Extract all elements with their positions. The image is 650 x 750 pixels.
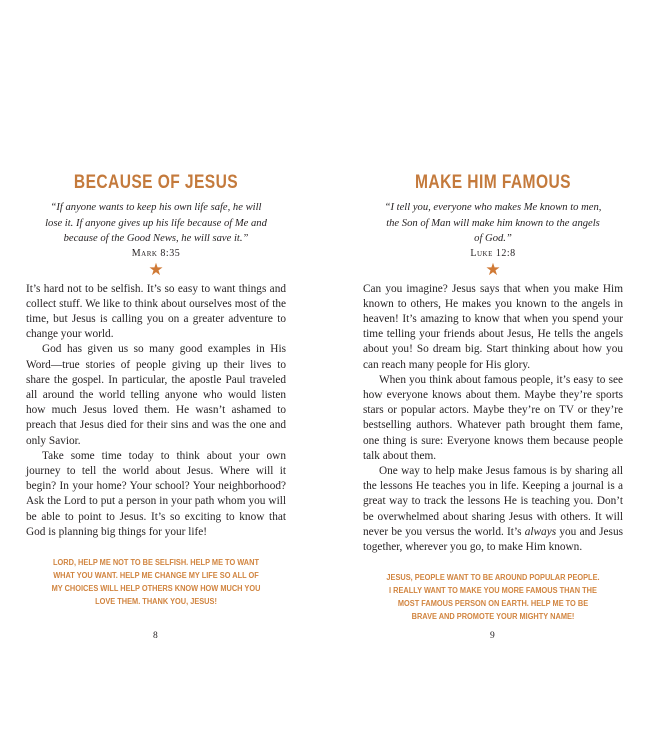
right-page [363,170,623,623]
scripture-quote: “I tell you, everyone who makes Me known to men, the Son of Man will make him known to the angels of God.” [384,202,602,244]
prayer: LORD, HELP ME NOT TO BE SELFISH. HELP ME TO WANT WHAT YOU WANT. HELP ME CHANGE MY LIFE SO ALL OF MY CHOICES WILL HELP OTHERS KNOW HOW MUCH YOU LOVE THEM. THANK YOU, JESUS! [51,556,261,606]
devotion-body [26,282,286,540]
devotion-title: BECAUSE OF JESUS [73,172,239,193]
scripture-quote: “If anyone wants to keep his own life safe, he will lose it. If anyone gives up his life because of Me and because of the Good News, he will save it.” [45,202,267,244]
paragraph: Take some time today to think about your own journey to tell the world about Jesus. Where will it begin? In your home? Your school? Your neighborhood? Ask the Lord to put a person in your path whom you will be able to point to Jesus. It’s so exciting to know that God is planning big things for your life! [26,449,286,538]
paragraph: When you think about famous people, it’s easy to see how everyone knows about them. Maybe they’re sports stars or popular actors. Maybe they’re on TV or they’re bestselling authors. Whatever path brought them fame, one thing is sure: Everyone knows them because people talk about them. [363,373,623,462]
left-page [26,170,286,608]
emphasis-text: always [524,525,557,538]
prayer: JESUS, PEOPLE WANT TO BE AROUND POPULAR PEOPLE. I REALLY WANT TO MAKE YOU MORE FAMOUS THAN THE MOST FAMOUS PERSON ON EARTH. HELP ME TO BE BRAVE AND PROMOTE YOUR MIGHTY NAME! [386,572,600,622]
paragraph-text: One way to help make Jesus famous is by sharing all the lessons He teaches you in life. Keeping a journal is a great way to track the lessons He is teaching you. Don’t be overwhelmed about sharing Jesus with others. It will never be you versus the world. It’s [363,464,623,538]
paragraph: God has given us so many good examples in His Word—true stories of people giving up their lives to share the gospel. In particular, the apostle Paul traveled all around the world telling anyone who would listen how much Jesus loved them. He wasn’t ashamed to preach that Jesus died for their sins and was the one and only Savior. [26,343,286,447]
paragraph: It’s hard not to be selfish. It’s so easy to want things and collect stuff. We like to think about ourselves most of the time, but Jesus is calling you on a greater adventure to change your world. [26,282,286,341]
paragraph-text: you and Jesus together, wherever you go, to make Him known. [363,525,623,553]
star-icon: ★ [485,259,501,279]
paragraph: Can you imagine? Jesus says that when you make Him known to others, He makes you known to the angels in heaven! It’s amazing to know that when you spend your time telling your friends about Jesus, He tells the angels about you! So dream big. Start thinking about how you can reach many people for His glory. [363,282,623,371]
devotion-body [363,282,623,556]
star-icon: ★ [148,259,164,279]
scripture-reference: Mark 8:35 [131,247,181,259]
page-number-right: 9 [490,631,495,641]
paragraph [363,464,623,555]
page-number-left: 8 [153,631,158,641]
scripture-reference: Luke 12:8 [470,247,516,259]
devotion-title: MAKE HIM FAMOUS [415,172,571,193]
